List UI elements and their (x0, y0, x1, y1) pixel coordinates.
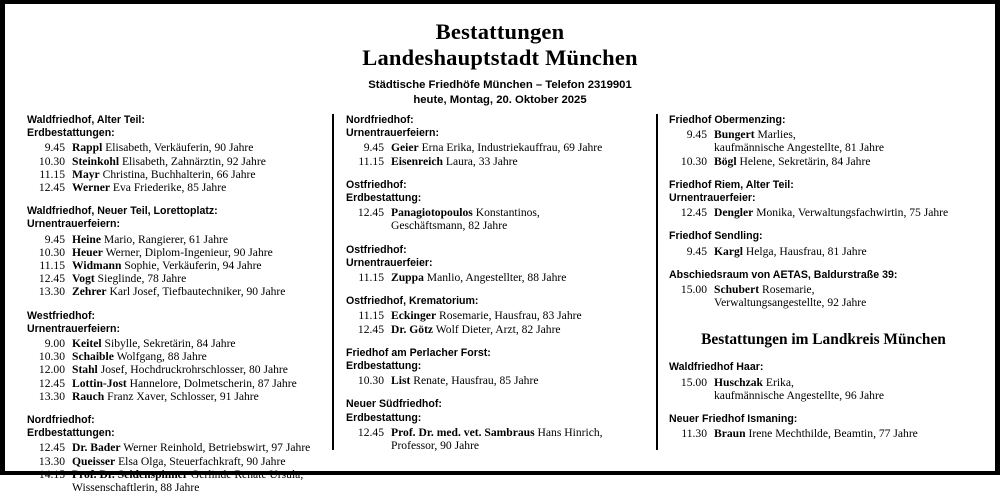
masthead-title-line2: Landeshauptstadt München (362, 45, 638, 70)
entry-surname: Schubert (714, 283, 760, 297)
entry-time: 12.45 (38, 272, 65, 286)
entry-time: 15.00 (680, 375, 707, 389)
entry-person (72, 390, 324, 403)
entry-person (391, 155, 648, 168)
entry-person (72, 246, 324, 259)
funeral-entry-list (346, 141, 648, 167)
entry-time: 12.45 (38, 181, 65, 195)
entry-details-continued: Verwaltungsangestellte, 92 Jahre (714, 296, 867, 310)
entry-time: 15.00 (680, 283, 707, 297)
venue-block (27, 414, 324, 494)
entry-surname: Queisser (72, 454, 116, 468)
entry-surname: Bungert (714, 128, 755, 142)
entry-surname: Eckinger (391, 309, 437, 323)
column-1 (5, 114, 332, 494)
ceremony-type: Erdbestattung: (346, 360, 422, 373)
entry-details: Eva Friederike, 85 Jahre (112, 181, 227, 195)
funeral-entry (669, 427, 978, 440)
entry-surname: Zuppa (391, 271, 424, 285)
ceremony-type: Urnentrauerfeier: (346, 256, 433, 269)
venue-block (346, 244, 648, 285)
entry-person (714, 376, 978, 402)
entry-time: 12.45 (357, 206, 384, 220)
entry-surname: Braun (714, 427, 746, 441)
venue-name: Waldfriedhof, Neuer Teil, Lorettoplatz: (27, 205, 218, 218)
funeral-entry-list (27, 141, 324, 194)
funeral-entry (346, 309, 648, 322)
entry-details: Wolfgang, 88 Jahre (116, 350, 207, 364)
entry-details: Erna Erika, Industriekauffrau, 69 Jahre (421, 141, 603, 155)
masthead-subtitle-contact: Städtische Friedhöfe München – Telefon 2319901 (368, 79, 632, 91)
entry-person (391, 374, 648, 387)
entry-details: Hans Hinrich, (537, 425, 603, 439)
funeral-entry (27, 272, 324, 285)
entry-time: 11.15 (358, 154, 384, 168)
entry-surname: Zehrer (72, 285, 107, 299)
entry-details: Elsa Olga, Steuerfachkraft, 90 Jahre (118, 454, 286, 468)
entry-details: Irene Mechthilde, Beamtin, 77 Jahre (748, 427, 918, 441)
funeral-entry (27, 377, 324, 390)
entry-details: Renate, Hausfrau, 85 Jahre (413, 374, 539, 388)
ceremony-type: Urnentrauerfeier: (669, 192, 756, 205)
funeral-entry (27, 233, 324, 246)
entry-time: 11.15 (39, 167, 65, 181)
venue-block (669, 361, 978, 402)
venue-name: Nordfriedhof: (27, 414, 95, 427)
venue-name: Friedhof Obermenzing: (669, 114, 786, 126)
masthead (5, 4, 995, 108)
funeral-entry (346, 271, 648, 284)
entry-person (391, 426, 648, 452)
entry-person (714, 128, 978, 154)
entry-details-continued: kaufmännische Angestellte, 81 Jahre (714, 141, 884, 155)
venue-name: Nordfriedhof: (346, 114, 414, 126)
funeral-entry-list (669, 245, 978, 258)
funeral-entry (669, 206, 978, 219)
entry-details: Laura, 33 Jahre (445, 154, 518, 168)
funeral-entry (669, 155, 978, 168)
entry-person (72, 141, 324, 154)
entry-surname: Prof. Dr. med. vet. Sambraus (391, 425, 535, 439)
entry-time: 9.45 (44, 141, 65, 155)
entry-surname: Dr. Götz (391, 322, 434, 336)
funeral-entry (27, 155, 324, 168)
venue-name: Neuer Friedhof Ismaning: (669, 413, 798, 426)
venue-name: Neuer Südfriedhof: (346, 398, 442, 411)
entry-surname: Geier (391, 141, 419, 155)
entry-details: Erika, (765, 375, 794, 389)
venue-block (346, 295, 648, 336)
entry-surname: Heine (72, 232, 101, 246)
funeral-entry-list (346, 309, 648, 335)
ceremony-type: Urnentrauerfeiern: (346, 127, 440, 140)
entry-time: 10.30 (680, 154, 707, 168)
ceremony-type: Urnentrauerfeiern: (27, 218, 121, 231)
ceremony-type: Erdbestattung: (346, 192, 422, 205)
entry-surname: Schaible (72, 350, 114, 364)
entry-details: Werner Reinhold, Betriebswirt, 97 Jahre (123, 441, 311, 455)
funeral-entry (346, 323, 648, 336)
funeral-entry (27, 246, 324, 259)
funeral-entry (27, 285, 324, 298)
entry-time: 13.30 (38, 285, 65, 299)
listing-columns (5, 114, 995, 494)
entry-surname: Kargl (714, 244, 743, 258)
funeral-entry (27, 350, 324, 363)
entry-details: Rosemarie, Hausfrau, 83 Jahre (439, 309, 582, 323)
venue-block (27, 310, 324, 403)
entry-time: 10.30 (357, 374, 384, 388)
venue-name: Ostfriedhof: (346, 178, 407, 191)
funeral-entry (346, 206, 648, 232)
venue-block (669, 413, 978, 440)
funeral-entry (27, 390, 324, 403)
entry-details: Werner, Diplom-Ingenieur, 90 Jahre (105, 245, 273, 259)
entry-person (714, 155, 978, 168)
entry-person (391, 141, 648, 154)
ceremony-type: Erdbestattung: (346, 411, 422, 424)
entry-time: 11.30 (681, 427, 707, 441)
funeral-entry (669, 245, 978, 258)
entry-time: 11.15 (358, 271, 384, 285)
venue-block (346, 398, 648, 452)
entry-surname: Vogt (72, 272, 95, 286)
entry-time: 9.45 (363, 141, 384, 155)
entry-person (714, 283, 978, 309)
funeral-entry-list (669, 283, 978, 309)
funeral-entry-list (669, 206, 978, 219)
entry-details: Rosemarie, (762, 283, 815, 297)
venue-name: Friedhof Sendling: (669, 230, 763, 243)
funeral-entry (27, 168, 324, 181)
venue-block (346, 114, 648, 168)
entry-details: Sophie, Verkäuferin, 94 Jahre (124, 259, 262, 273)
entry-person (72, 272, 324, 285)
funeral-entry-list (669, 128, 978, 168)
funeral-entry (346, 426, 648, 452)
venue-name: Friedhof am Perlacher Forst: (346, 346, 491, 359)
entry-details: Karl Josef, Tiefbautechniker, 90 Jahre (109, 285, 286, 299)
entry-time: 12.45 (680, 206, 707, 220)
venue-name: Abschiedsraum von AETAS, Baldurstraße 39: (669, 268, 898, 281)
funeral-entry (27, 337, 324, 350)
funeral-entry (27, 259, 324, 272)
entry-details: Mario, Rangierer, 61 Jahre (103, 232, 229, 246)
entry-time: 12.45 (38, 441, 65, 455)
entry-details: Elisabeth, Verkäuferin, 90 Jahre (105, 141, 254, 155)
column-2 (332, 114, 656, 471)
venue-block (27, 205, 324, 298)
entry-time: 9.45 (686, 244, 707, 258)
entry-person (72, 181, 324, 194)
entry-person (72, 377, 324, 390)
venue-name: Waldfriedhof, Alter Teil: (27, 114, 145, 126)
entry-details: Wolf Dieter, Arzt, 82 Jahre (435, 322, 561, 336)
entry-details-continued: Professor, 90 Jahre (391, 439, 480, 453)
entry-surname: Rappl (72, 141, 103, 155)
venue-block (669, 114, 978, 168)
funeral-entry-list (346, 271, 648, 284)
funeral-entry (346, 155, 648, 168)
entry-details: Josef, Hochdruckrohrschlosser, 80 Jahre (100, 363, 288, 377)
entry-time: 12.45 (357, 322, 384, 336)
venue-block (669, 269, 978, 310)
entry-person (72, 363, 324, 376)
venue-name: Ostfriedhof: (346, 243, 407, 256)
entry-time: 13.30 (38, 389, 65, 403)
entry-surname: Rauch (72, 389, 105, 403)
entry-time: 12.00 (38, 363, 65, 377)
landkreis-section-heading: Bestattungen im Landkreis München (701, 331, 946, 349)
entry-person (391, 323, 648, 336)
entry-details: Helene, Sekretärin, 84 Jahre (739, 154, 871, 168)
entry-surname: Lottin-Jost (72, 376, 127, 390)
entry-surname: Huschzak (714, 375, 763, 389)
venue-block (27, 114, 324, 194)
entry-person (72, 285, 324, 298)
entry-surname: Prof. Dr. Seidenspinner (72, 467, 188, 481)
venue-name: Friedhof Riem, Alter Teil: (669, 178, 794, 191)
funeral-entry (669, 376, 978, 402)
entry-surname: Stahl (72, 363, 98, 377)
ceremony-type: Urnentrauerfeiern: (27, 322, 121, 335)
entry-details-continued: Wissenschaftlerin, 88 Jahre (72, 481, 200, 494)
entry-details: Marlies, (757, 128, 796, 142)
funeral-entry (27, 141, 324, 154)
entry-person (72, 468, 324, 494)
entry-surname: Dr. Bader (72, 441, 121, 455)
entry-details: Sieglinde, 78 Jahre (97, 272, 187, 286)
entry-details: Manlio, Angestellter, 88 Jahre (426, 271, 567, 285)
entry-time: 11.15 (39, 259, 65, 273)
entry-surname: Werner (72, 181, 110, 195)
entry-surname: Eisenreich (391, 154, 443, 168)
column-3 (656, 114, 986, 471)
funeral-entry-list (346, 426, 648, 452)
entry-time: 13.30 (38, 454, 65, 468)
entry-person (714, 206, 978, 219)
funeral-entry-list (346, 374, 648, 387)
entry-details-continued: Geschäftsmann, 82 Jahre (391, 219, 508, 233)
entry-surname: Panagiotopoulos (391, 206, 473, 220)
entry-person (72, 168, 324, 181)
entry-time: 9.45 (686, 128, 707, 142)
funeral-entry-list (669, 376, 978, 402)
entry-time: 10.30 (38, 350, 65, 364)
funeral-entry-list (27, 337, 324, 403)
entry-person (72, 259, 324, 272)
venue-name: Westfriedhof: (27, 309, 96, 322)
funeral-entry (346, 374, 648, 387)
entry-details: Sibylle, Sekretärin, 84 Jahre (104, 337, 236, 351)
entry-details-continued: kaufmännische Angestellte, 96 Jahre (714, 388, 884, 402)
entry-details: Hannelore, Dolmetscherin, 87 Jahre (129, 376, 297, 390)
funeral-entry (27, 455, 324, 468)
entry-person (391, 206, 648, 232)
entry-surname: Heuer (72, 245, 103, 259)
entry-surname: Dengler (714, 206, 754, 220)
entry-details: Konstantinos, (475, 206, 540, 220)
funeral-entry (346, 141, 648, 154)
entry-time: 14.15 (38, 467, 65, 481)
venue-block (346, 347, 648, 388)
masthead-title-line1: Bestattungen (435, 19, 565, 44)
funeral-entry-list (346, 206, 648, 232)
entry-time: 12.45 (357, 425, 384, 439)
funeral-entry (669, 283, 978, 309)
entry-time: 9.00 (44, 337, 65, 351)
funeral-entry (27, 363, 324, 376)
entry-surname: Keitel (72, 337, 102, 351)
funeral-entry (669, 128, 978, 154)
entry-details: Franz Xaver, Schlosser, 91 Jahre (107, 389, 259, 403)
entry-person (72, 233, 324, 246)
funeral-entry (27, 441, 324, 454)
entry-surname: Steinkohl (72, 154, 120, 168)
entry-person (714, 245, 978, 258)
entry-person (72, 337, 324, 350)
ceremony-type: Erdbestattungen: (27, 427, 115, 440)
funeral-entry (27, 468, 324, 494)
entry-person (72, 155, 324, 168)
venue-name: Ostfriedhof, Krematorium: (346, 295, 479, 308)
entry-time: 12.45 (38, 376, 65, 390)
venue-block (669, 230, 978, 257)
entry-time: 11.15 (358, 309, 384, 323)
venue-block (669, 179, 978, 220)
entry-details: Gerlinde Renate Ursula, (190, 467, 304, 481)
entry-details: Elisabeth, Zahnärztin, 92 Jahre (121, 154, 266, 168)
entry-time: 10.30 (38, 154, 65, 168)
entry-surname: Mayr (72, 167, 100, 181)
entry-person (72, 350, 324, 363)
entry-time: 9.45 (44, 232, 65, 246)
funeral-entry-list (669, 427, 978, 440)
venue-name: Waldfriedhof Haar: (669, 361, 764, 374)
entry-surname: Bögl (714, 154, 737, 168)
entry-details: Helga, Hausfrau, 81 Jahre (745, 244, 867, 258)
funeral-entry (27, 181, 324, 194)
masthead-subtitle-date: heute, Montag, 20. Oktober 2025 (413, 94, 587, 106)
entry-time: 10.30 (38, 245, 65, 259)
entry-person (391, 309, 648, 322)
entry-details: Christina, Buchhalterin, 66 Jahre (102, 167, 256, 181)
entry-person (72, 441, 324, 454)
venue-block (346, 179, 648, 233)
funeral-entry-list (27, 233, 324, 299)
entry-person (391, 271, 648, 284)
entry-details: Monika, Verwaltungsfachwirtin, 75 Jahre (756, 206, 949, 220)
entry-surname: List (391, 374, 411, 388)
entry-person (72, 455, 324, 468)
entry-person (714, 427, 978, 440)
ceremony-type: Erdbestattungen: (27, 127, 115, 140)
entry-surname: Widmann (72, 259, 122, 273)
funeral-entry-list (27, 441, 324, 494)
